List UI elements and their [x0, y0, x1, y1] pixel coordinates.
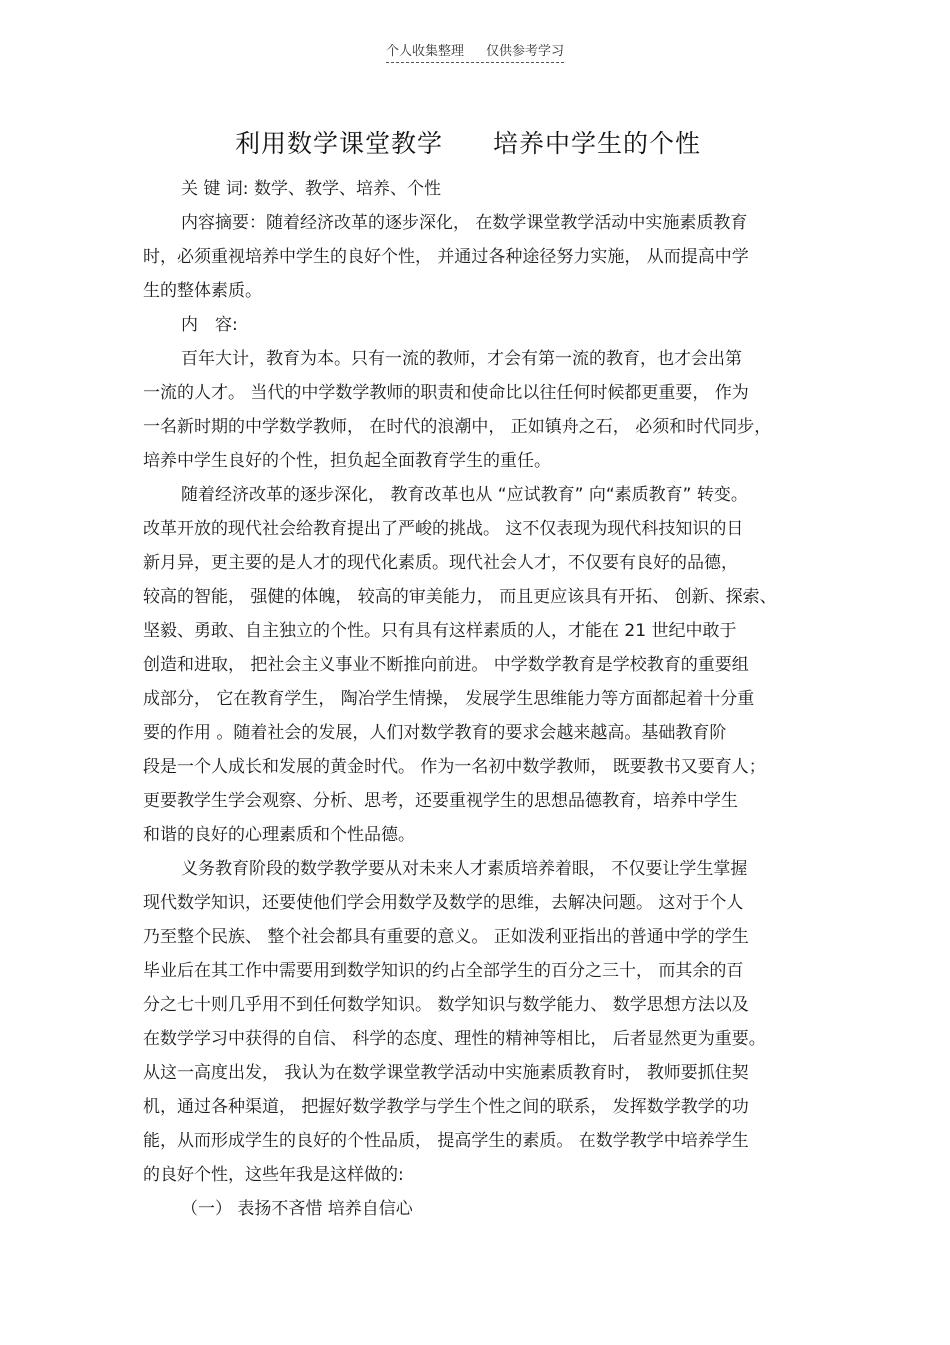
- paragraph-line: 培养中学生良好的个性，担负起全面教育学生的重任。: [143, 451, 551, 471]
- paragraph-line: 分之七十则几乎用不到任何数学知识。 数学知识与数学能力、 数学思想方法以及: [143, 995, 749, 1015]
- keywords-line: 关 键 词: 数学、教学、培养、个性: [181, 179, 441, 199]
- paragraph-line: 和谐的良好的心理素质和个性品德。: [143, 825, 415, 845]
- paragraph-line: 坚毅、勇敢、自主独立的个性。只有具有这样素质的人，才能在 21 世纪中敢于: [143, 621, 737, 641]
- abstract-line: 时，必须重视培养中学生的良好个性， 并通过各种途径努力实施， 从而提高中学: [143, 247, 749, 267]
- section-heading: （一） 表扬不吝惜 培养自信心: [181, 1199, 413, 1219]
- paragraph-line: 乃至整个民族、 整个社会都具有重要的意义。 正如泼利亚指出的普通中学的学生: [143, 927, 749, 947]
- paragraph-line: 百年大计，教育为本。只有一流的教师，才会有第一流的教育，也才会出第: [181, 349, 742, 369]
- paragraph-line: 能，从而形成学生的良好的个性品质， 提高学生的素质。 在数学教学中培养学生: [143, 1131, 749, 1151]
- document-title: [0, 124, 936, 160]
- paragraph-line: 新月异，更主要的是人才的现代化素质。现代社会人才，不仅要有良好的品德，: [143, 553, 738, 573]
- paragraph-line: 义务教育阶段的数学教学要从对未来人才素质培养着眼， 不仅要让学生掌握: [181, 859, 748, 879]
- paragraph-line: 的良好个性，这些年我是这样做的:: [143, 1165, 404, 1185]
- header-text: [386, 40, 564, 63]
- header-right-text: 仅供参考学习: [486, 44, 565, 59]
- page-header: [0, 40, 950, 63]
- paragraph-line: 改革开放的现代社会给教育提出了严峻的挑战。 这不仅表现为现代科技知识的日: [143, 519, 744, 539]
- header-left-text: 个人收集整理: [385, 44, 464, 59]
- paragraph-line: 更要教学生学会观察、分析、思考，还要重视学生的思想品德教育，培养中学生: [143, 791, 738, 811]
- paragraph-line: 段是一个人成长和发展的黄金时代。 作为一名初中数学教师， 既要教书又要育人；: [143, 757, 766, 777]
- abstract-line: 内容摘要：随着经济改革的逐步深化， 在数学课堂教学活动中实施素质教育: [181, 213, 748, 233]
- paragraph-line: 较高的智能， 强健的体魄， 较高的审美能力， 而且更应该具有开拓、 创新、探索、: [143, 587, 777, 607]
- paragraph-line: 在数学学习中获得的自信、 科学的态度、理性的精神等相比， 后者显然更为重要。: [143, 1029, 766, 1049]
- title-part-2: 培养中学生的个性: [493, 129, 702, 158]
- paragraph-line: 一流的人才。 当代的中学数学教师的职责和使命比以往任何时候都更重要， 作为: [143, 383, 749, 403]
- paragraph-line: 机，通过各种渠道， 把握好数学教学与学生个性之间的联系， 发挥数学教学的功: [143, 1097, 749, 1117]
- paragraph-line: 现代数学知识，还要使他们学会用数学及数学的思维，去解决问题。 这对于个人: [143, 893, 744, 913]
- paragraph-line: 毕业后在其工作中需要用到数学知识的约占全部学生的百分之三十， 而其余的百: [143, 961, 744, 981]
- paragraph-line: 要的作用 。随着社会的发展，人们对数学教育的要求会越来越高。基础教育阶: [143, 723, 727, 743]
- content-label: 内 容:: [181, 315, 238, 335]
- paragraph-line: 从这一高度出发， 我认为在数学课堂教学活动中实施素质教育时， 教师要抓住契: [143, 1063, 749, 1083]
- paragraph-line: 随着经济改革的逐步深化， 教育改革也从 “应试教育” 向“素质教育” 转变。: [181, 485, 748, 505]
- paragraph-line: 成部分， 它在教育学生， 陶冶学生情操， 发展学生思维能力等方面都起着十分重: [143, 689, 755, 709]
- abstract-line: 生的整体素质。: [143, 281, 262, 301]
- paragraph-line: 一名新时期的中学数学教师， 在时代的浪潮中， 正如镇舟之石， 必须和时代同步，: [143, 417, 772, 437]
- document-body: [143, 172, 808, 1226]
- title-part-1: 利用数学课堂教学: [234, 129, 443, 158]
- paragraph-line: 创造和进取， 把社会主义事业不断推向前进。 中学数学教育是学校教育的重要组: [143, 655, 749, 675]
